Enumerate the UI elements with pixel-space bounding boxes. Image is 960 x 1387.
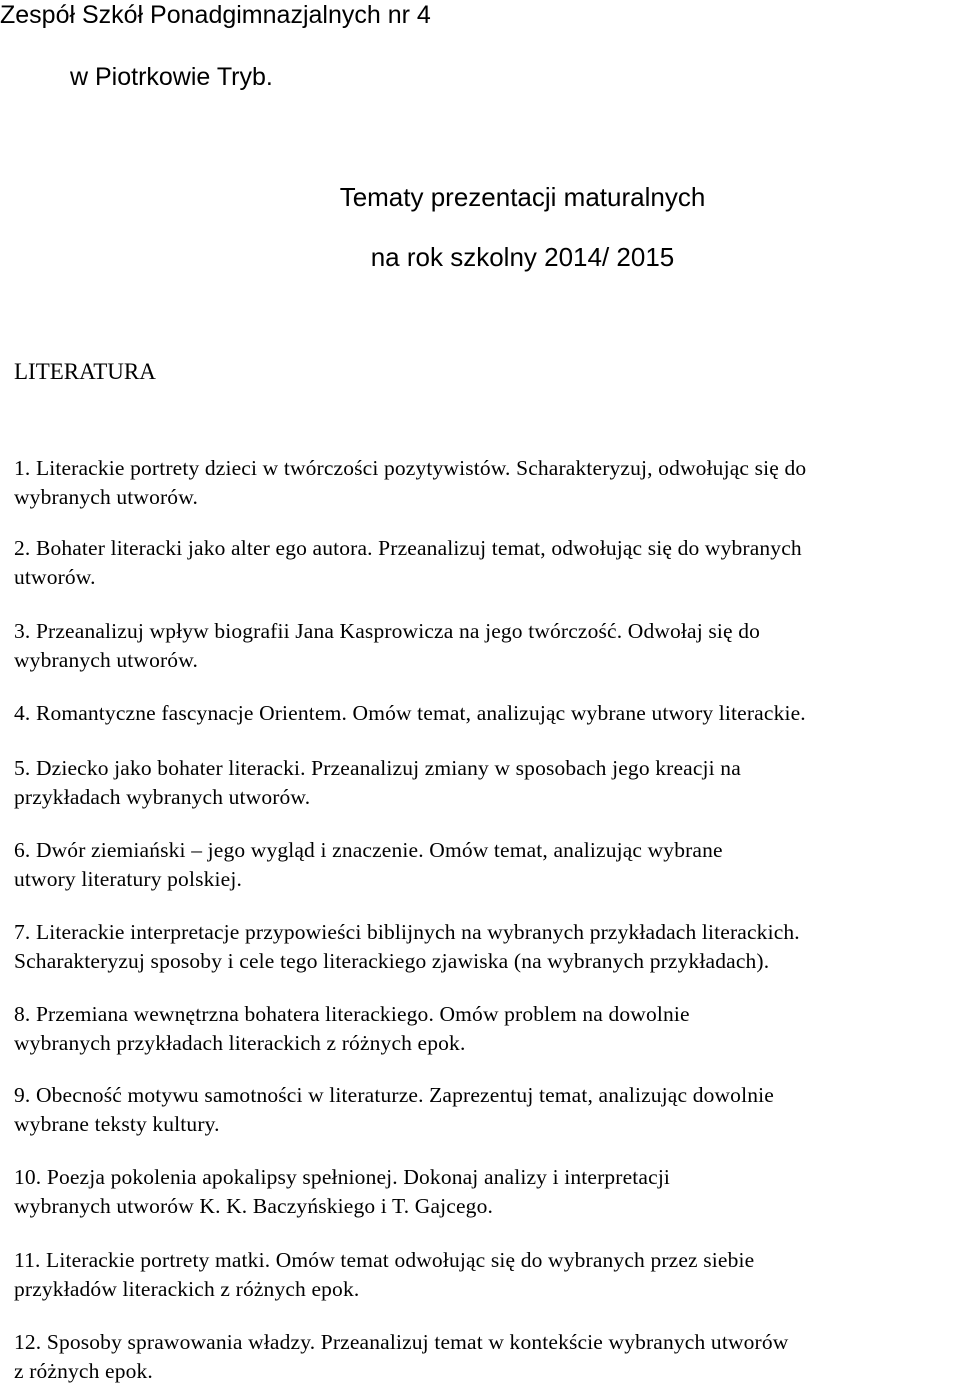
topic-line: przykładach wybranych utworów. [14, 785, 311, 809]
topic-line: wybranych przykładach literackich z różnych epok. [14, 1031, 466, 1055]
section-heading-literatura: LITERATURA [14, 359, 156, 384]
topic-line: 12. Sposoby sprawowania władzy. Przeanalizuj temat w kontekście wybranych utworów [14, 1330, 789, 1354]
topic-line: 1. Literackie portrety dzieci w twórczości pozytywistów. Scharakteryzuj, odwołując się do [14, 456, 807, 480]
topic-line: 6. Dwór ziemiański – jego wygląd i znaczenie. Omów temat, analizując wybrane [14, 838, 723, 862]
topic-line: z różnych epok. [14, 1359, 153, 1383]
topic-line: 4. Romantyczne fascynacje Orientem. Omów temat, analizując wybrane utwory literackie. [14, 701, 806, 725]
topic-line: Scharakteryzuj sposoby i cele tego literackiego zjawiska (na wybranych przykładach). [14, 949, 770, 973]
topic-item [14, 918, 959, 976]
topic-line: wybranych utworów. [14, 648, 199, 672]
document-subtitle: na rok szkolny 2014/ 2015 [370, 242, 675, 272]
topic-line: utwory literatury polskiej. [14, 867, 242, 891]
topic-line: utworów. [14, 565, 96, 589]
topic-item [14, 754, 959, 812]
topic-line: 8. Przemiana wewnętrzna bohatera literackiego. Omów problem na dowolnie [14, 1002, 690, 1026]
topic-line: przykładów literackich z różnych epok. [14, 1277, 360, 1301]
topic-item [14, 1163, 959, 1221]
topic-line: 7. Literackie interpretacje przypowieści biblijnych na wybranych przykładach literackich. [14, 920, 800, 944]
topic-line: 5. Dziecko jako bohater literacki. Przeanalizuj zmiany w sposobach jego kreacji na [14, 756, 741, 780]
topic-line: 2. Bohater literacki jako alter ego autora. Przeanalizuj temat, odwołując się do wybranych [14, 536, 802, 560]
school-name: Zespół Szkół Ponadgimnazjalnych nr 4 [0, 1, 431, 29]
topic-line: 10. Poezja pokolenia apokalipsy spełnionej. Dokonaj analizy i interpretacji [14, 1165, 671, 1189]
topic-line: wybranych utworów K. K. Baczyńskiego i T. Gajcego. [14, 1194, 493, 1218]
topic-item [14, 699, 959, 728]
document-title: Tematy prezentacji maturalnych [339, 182, 706, 212]
topic-line: wybranych utworów. [14, 485, 199, 509]
topic-item [14, 1328, 959, 1386]
topic-item [14, 1081, 959, 1139]
topic-line: wybrane teksty kultury. [14, 1112, 220, 1136]
school-location: w Piotrkowie Tryb. [70, 63, 273, 91]
topic-line: 11. Literackie portrety matki. Omów temat odwołując się do wybranych przez siebie [14, 1248, 755, 1272]
topic-item [14, 1000, 959, 1058]
topic-item [14, 534, 959, 592]
topic-item [14, 836, 959, 894]
topic-item [14, 1246, 959, 1304]
topic-line: 9. Obecność motywu samotności w literaturze. Zaprezentuj temat, analizując dowolnie [14, 1083, 774, 1107]
topic-line: 3. Przeanalizuj wpływ biografii Jana Kasprowicza na jego twórczość. Odwołaj się do [14, 619, 761, 643]
topic-item [14, 454, 959, 512]
topic-item [14, 617, 959, 675]
